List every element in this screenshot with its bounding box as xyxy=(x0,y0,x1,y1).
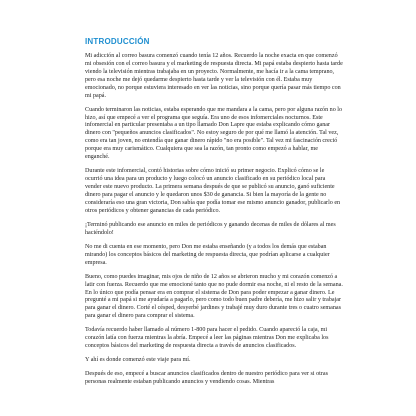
paragraph: Cuando terminaron las noticias, estaba esperando que me mandara a la cama, pero por alguna razón no lo hizo, así que empecé a ver el programa que seguía. Era uno de esos infomerciales nocturnos. Este infomercial en particular presentaba a un tipo llamado Don Lapre que estaba explicando cómo ganar dinero con "pequeños anuncios clasificados". No estoy seguro de por qué me llamó la atención. Tal vez, como era tan joven, no entendía que ganar dinero rápido "no era posible". Tal vez mi fascinación creció porque era muy carismático. Cualquiera que sea la razón, tan pronto como empezó a hablar, me enganché. xyxy=(85,106,343,161)
paragraph: Mi adicción al correo basura comenzó cuando tenía 12 años. Recuerdo la noche exacta en que comenzó mi obsesión con el correo basura y el marketing de respuesta directa. Mi papá estaba despierto hasta tarde viendo la televisión mientras trabajaba en un proyecto. Normalmente, me hacía ir a la cama temprano, pero esa noche me dejó quedarme despierto hasta tarde y ver la televisión con él. Estaba muy emocionado, no porque estuviera interesado en ver las noticias, sino porque quería pasar más tiempo con mi papá. xyxy=(85,53,343,99)
section-heading: INTRODUCCIÓN xyxy=(85,37,150,46)
paragraph: Todavía recuerdo haber llamado al número 1-800 para hacer el pedido. Cuando apareció la caja, mi corazón latía con fuerza mientras la abría. Empecé a leer las páginas mientras Don me explicaba los conceptos básicos del marketing de respuesta directa a través de anuncios clasificados. xyxy=(85,327,329,350)
paragraph: No me di cuenta en ese momento, pero Don me estaba enseñando (y a todos los demás que estaban mirando) los conceptos básicos del marketing de respuesta directa, que podrían aplicarse a cualquier empresa. xyxy=(85,243,330,266)
paragraph: Y ahí es donde comenzó este viaje para mí. xyxy=(85,357,191,364)
paragraph: Bueno, como puedes imaginar, mis ojos de niño de 12 años se abrieron mucho y mi corazón comenzó a latir con fuerza. Recuerdo que me emocioné tanto que no pude dormir esa noche, ni el resto de la semana. En lo único que podía pensar era en comprar el sistema de Don para poder empezar a ganar dinero. Le pregunté a mi papá si me ayudaría a pagarlo, pero como todo buen padre debería, me hizo salir y trabajar para ganar el dinero. Corté el césped, desyerbé jardines y trabajé muy duro durante tres o cuatro semanas para ganar el dinero para comprar el sistema. xyxy=(85,273,343,320)
paragraph: ¡Terminó publicando ese anuncio en miles de periódicos y ganando decenas de miles de dólares al mes haciéndolo! xyxy=(85,221,336,236)
paragraph: Después de eso, empecé a buscar anuncios clasificados dentro de nuestro periódico para ver si otras personas realmente estaban publicando anuncios y vendiendo cosas. Mientras xyxy=(85,371,328,386)
paragraph: Durante este infomercial, contó historias sobre cómo inició su primer negocio. Explicó cómo se le ocurrió una idea para un producto y luego colocó un anuncio clasificado en su periódico local para vender este nuevo producto. La primera semana después de que se publicó su anuncio, ganó suficiente dinero para pagar el anuncio y le quedaron unos $30 de ganancia. Si bien la mayoría de la gente no consideraría eso una gran victoria, Don sabía que podía tomar ese mismo anuncio ganador, publicarlo en otros periódicos y obtener ganancias de cada periódico. xyxy=(85,168,341,214)
body-text xyxy=(85,53,343,393)
